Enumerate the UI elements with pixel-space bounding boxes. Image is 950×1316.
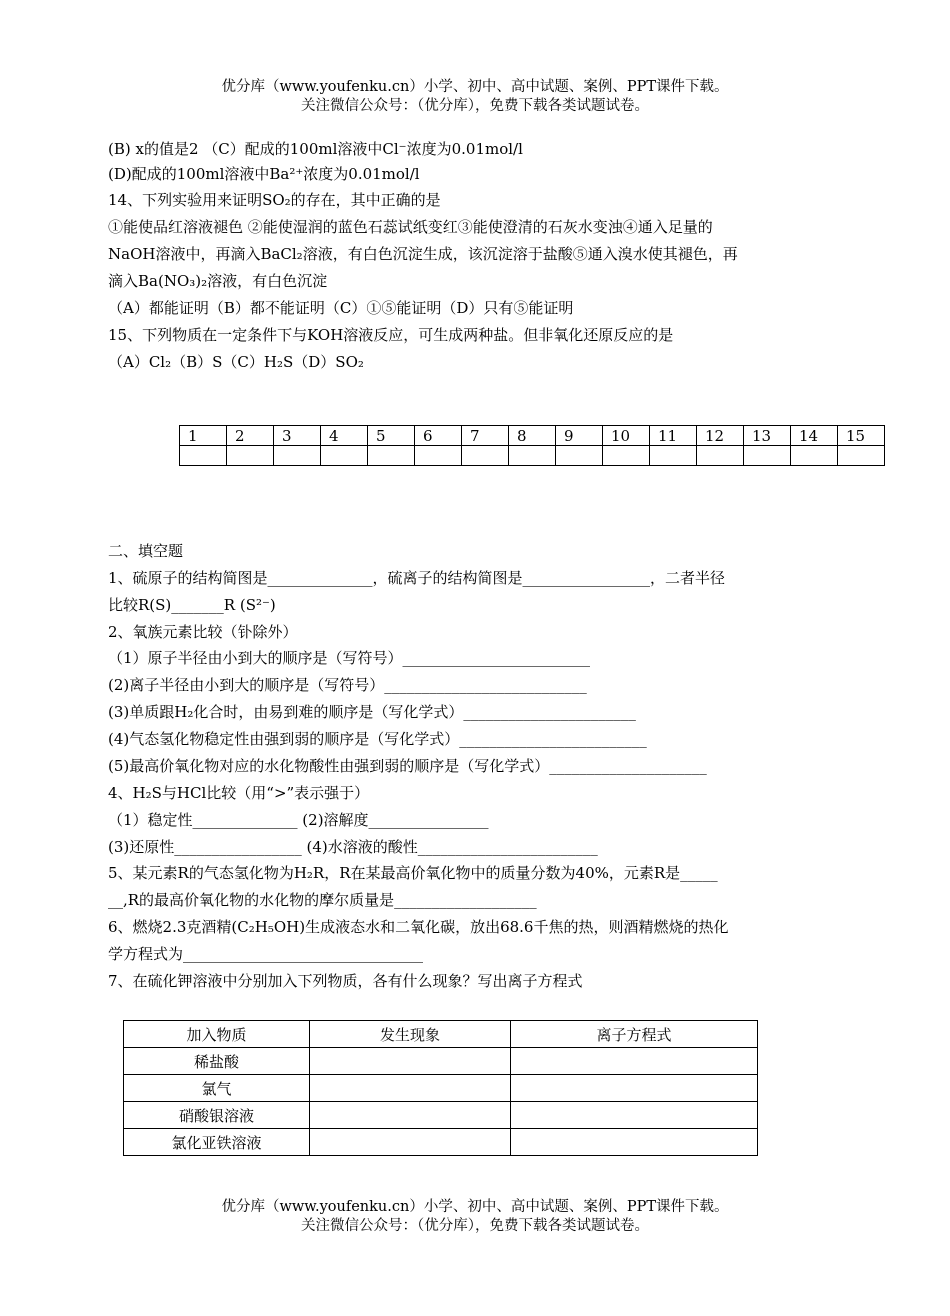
table-row	[124, 1102, 758, 1129]
answer-number: 13	[744, 426, 791, 446]
reaction-substance: 氯气	[124, 1075, 310, 1102]
answer-cell[interactable]	[744, 446, 791, 466]
section-2-title: 二、填空题	[108, 542, 184, 560]
question-14-line-a: ①能使品红溶液褪色 ②能使湿润的蓝色石蕊试纸变红③能使澄清的石灰水变浊④通入足量的	[108, 218, 713, 236]
answer-number: 15	[838, 426, 885, 446]
reaction-phenomenon-cell[interactable]	[310, 1129, 511, 1156]
answer-cell[interactable]	[697, 446, 744, 466]
answer-number: 14	[791, 426, 838, 446]
table-row	[124, 1129, 758, 1156]
fill-2-3: (3)单质跟H₂化合时，由易到难的顺序是（写化学式）_______________________	[108, 703, 636, 721]
answer-cell[interactable]	[462, 446, 509, 466]
answer-number: 4	[321, 426, 368, 446]
question-15: 15、下列物质在一定条件下与KOH溶液反应，可生成两种盐。但非氧化还原反应的是	[108, 326, 674, 344]
reaction-equation-cell[interactable]	[511, 1075, 758, 1102]
reaction-equation-cell[interactable]	[511, 1048, 758, 1075]
fill-2-4: (4)气态氢化物稳定性由强到弱的顺序是（写化学式）_________________________	[108, 730, 647, 748]
footer-line-2: 关注微信公众号：（优分库），免费下载各类试题试卷。	[301, 1218, 649, 1234]
answer-number: 10	[603, 426, 650, 446]
fill-7: 7、在硫化钾溶液中分别加入下列物质，各有什么现象？写出离子方程式	[108, 972, 583, 990]
question-15-options: （A）Cl₂（B）S（C）H₂S（D）SO₂	[108, 353, 364, 371]
answer-number: 1	[180, 426, 227, 446]
reaction-phenomenon-cell[interactable]	[310, 1048, 511, 1075]
answer-number: 5	[368, 426, 415, 446]
reaction-col-equation: 离子方程式	[511, 1021, 758, 1048]
answer-number: 11	[650, 426, 697, 446]
fill-1-line-b: 比较R(S)_______R (S²⁻)	[108, 596, 276, 614]
answer-number: 3	[274, 426, 321, 446]
answer-cell[interactable]	[509, 446, 556, 466]
answer-table-blank-row	[180, 446, 885, 466]
page-header	[0, 78, 950, 116]
question-14-options: （A）都能证明（B）都不能证明（C）①⑤能证明（D）只有⑤能证明	[108, 299, 574, 317]
answer-number: 8	[509, 426, 556, 446]
reaction-phenomenon-cell[interactable]	[310, 1102, 511, 1129]
fill-5-line-a: 5、某元素R的气态氢化物为H₂R，R在某最高价氧化物中的质量分数为40%，元素R是_____	[108, 864, 718, 882]
answer-cell[interactable]	[227, 446, 274, 466]
footer-line-1: 优分库（www.youfenku.cn）小学、初中、高中试题、案例、PPT课件下载。	[221, 1199, 729, 1215]
answer-cell[interactable]	[274, 446, 321, 466]
answer-table	[179, 425, 885, 466]
fill-6-line-a: 6、燃烧2.3克酒精(C₂H₅OH)生成液态水和二氧化碳，放出68.6千焦的热，则酒精燃烧的热化	[108, 918, 729, 936]
reaction-col-substance: 加入物质	[124, 1021, 310, 1048]
answer-cell[interactable]	[603, 446, 650, 466]
answer-cell[interactable]	[650, 446, 697, 466]
reaction-equation-cell[interactable]	[511, 1102, 758, 1129]
fill-4-line-2: (3)还原性_________________ (4)水溶液的酸性________________________	[108, 838, 598, 856]
reaction-equation-cell[interactable]	[511, 1129, 758, 1156]
fill-4-line-1: （1）稳定性______________ (2)溶解度________________	[108, 811, 489, 829]
fill-2-5: (5)最高价氧化物对应的水化物酸性由强到弱的顺序是（写化学式）_____________________	[108, 757, 707, 775]
fill-2-1: （1）原子半径由小到大的顺序是（写符号）_________________________	[108, 649, 591, 667]
answer-cell[interactable]	[838, 446, 885, 466]
option-line-b-c: (B) x的值是2 （C）配成的100ml溶液中Cl⁻浓度为0.01mol/l	[108, 140, 523, 158]
reaction-substance: 氯化亚铁溶液	[124, 1129, 310, 1156]
question-14: 14、下列实验用来证明SO₂的存在，其中正确的是	[108, 191, 441, 209]
fill-2-2: (2)离子半径由小到大的顺序是（写符号）___________________________	[108, 676, 587, 694]
question-14-line-b: NaOH溶液中，再滴入BaCl₂溶液，有白色沉淀生成，该沉淀溶于盐酸⑤通入溴水使其褪色，再	[108, 245, 738, 263]
answer-cell[interactable]	[321, 446, 368, 466]
reaction-substance: 稀盐酸	[124, 1048, 310, 1075]
reaction-col-phenomenon: 发生现象	[310, 1021, 511, 1048]
answer-number: 2	[227, 426, 274, 446]
fill-5-line-b: __,R的最高价氧化物的水化物的摩尔质量是___________________	[108, 891, 537, 909]
page-footer	[0, 1198, 950, 1236]
answer-number: 12	[697, 426, 744, 446]
answer-cell[interactable]	[791, 446, 838, 466]
fill-4: 4、H₂S与HCl比较（用“>”表示强于）	[108, 784, 370, 802]
answer-number: 7	[462, 426, 509, 446]
reaction-table-header	[124, 1021, 758, 1048]
option-line-d: (D)配成的100ml溶液中Ba²⁺浓度为0.01mol/l	[108, 165, 420, 183]
reaction-substance: 硝酸银溶液	[124, 1102, 310, 1129]
fill-2: 2、氧族元素比较（钋除外）	[108, 623, 298, 641]
fill-1-line-a: 1、硫原子的结构简图是______________，硫离子的结构简图是_________________，二者半径	[108, 569, 726, 587]
answer-cell[interactable]	[368, 446, 415, 466]
table-row	[124, 1048, 758, 1075]
reaction-table	[123, 1020, 758, 1156]
reaction-phenomenon-cell[interactable]	[310, 1075, 511, 1102]
fill-6-line-b: 学方程式为________________________________	[108, 945, 424, 963]
answer-number: 6	[415, 426, 462, 446]
table-row	[124, 1075, 758, 1102]
answer-cell[interactable]	[180, 446, 227, 466]
header-line-2: 关注微信公众号：（优分库），免费下载各类试题试卷。	[301, 98, 649, 114]
header-line-1: 优分库（www.youfenku.cn）小学、初中、高中试题、案例、PPT课件下载。	[221, 79, 729, 95]
answer-number: 9	[556, 426, 603, 446]
answer-table-header-row	[180, 426, 885, 446]
answer-cell[interactable]	[556, 446, 603, 466]
answer-cell[interactable]	[415, 446, 462, 466]
question-14-line-c: 滴入Ba(NO₃)₂溶液，有白色沉淀	[108, 272, 328, 290]
